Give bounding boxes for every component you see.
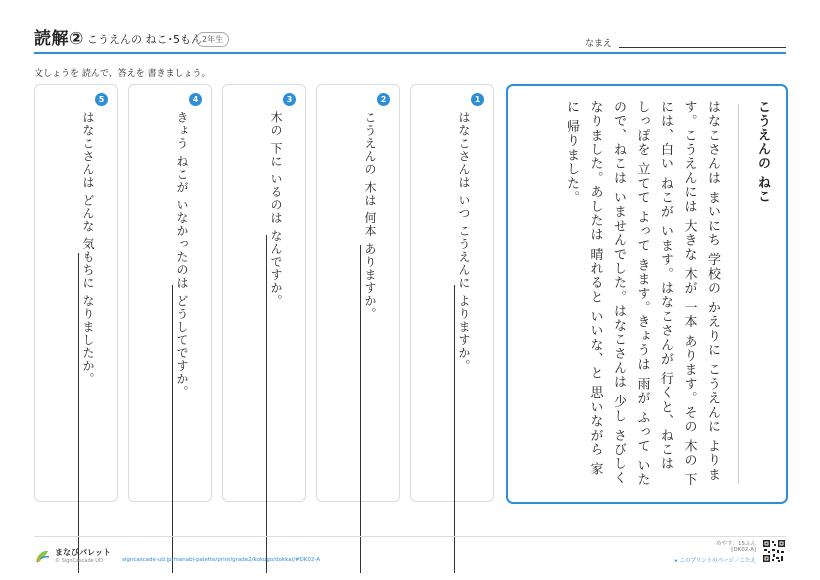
question-text: はなこさんは いつ こうえんに よりますか。 <box>457 111 471 373</box>
answer-line[interactable] <box>454 285 455 573</box>
question-number: 5 <box>95 93 108 106</box>
header-divider <box>34 52 786 54</box>
page-title: 読解② <box>34 29 84 49</box>
palette-logo-icon <box>34 548 50 564</box>
qr-code-icon[interactable] <box>762 539 786 563</box>
question-card-3 <box>222 84 306 502</box>
answer-line[interactable] <box>266 235 267 573</box>
answer-line[interactable] <box>78 253 79 573</box>
time-estimate: めやす：15ふん <box>716 541 756 547</box>
question-text: きょう ねこが いなかったのは どうしてですか。 <box>175 111 189 399</box>
question-number: 3 <box>283 93 296 106</box>
answer-page-link[interactable]: ▸ このプリントのページ／こたえ <box>674 558 756 564</box>
story-title: こうえんの ねこ <box>755 100 770 204</box>
question-number: 2 <box>377 93 390 106</box>
name-field-line[interactable] <box>619 47 786 48</box>
copyright-text: © SignCascade UD <box>55 558 103 564</box>
page-subtitle: こうえんの ねこ･5もん <box>87 33 202 46</box>
question-card-2 <box>316 84 400 502</box>
worksheet-code: [DK02-A] <box>731 547 756 553</box>
question-card-4 <box>128 84 212 502</box>
question-text: はなこさんは どんな 気もちに なりましたか。 <box>81 111 95 386</box>
answer-line[interactable] <box>172 285 173 573</box>
question-card-1 <box>410 84 494 502</box>
footer-divider <box>34 536 786 537</box>
grade-badge: 2年生 <box>196 32 229 47</box>
instruction-text: 文しょうを 読んで、答えを 書きましょう。 <box>34 69 211 79</box>
name-label: なまえ <box>585 39 613 49</box>
question-number: 1 <box>471 93 484 106</box>
story-panel <box>506 84 788 504</box>
story-title-divider <box>738 104 739 484</box>
answer-line[interactable] <box>360 245 361 573</box>
question-card-5 <box>34 84 118 502</box>
question-text: 木の 下に いるのは なんですか。 <box>269 111 283 308</box>
question-number: 4 <box>189 93 202 106</box>
source-url[interactable]: signcascade-ud.jp/manabi-palette/print/grade2/kokugo/dokkai/#DK02-A <box>122 557 321 563</box>
question-text: こうえんの 木は 何本 ありますか。 <box>363 111 377 321</box>
story-body: はなこさんは まいにち 学校の かえりに こうえんに よります。こうえんには 大きな 木が 一本 あります。その 木の 下には、白い ねこが います。はなこさんが 行くと、ねこは しっぽを 立てて よって きます。きょうは 雨が ふって いたので、ねこは いませんでした。はなこさんは 少し さびしく なりました。あしたは 晴れると いいな、と 思いながら 家に 帰りました。 <box>564 100 720 487</box>
brand-name: まなびパレット <box>55 548 111 557</box>
